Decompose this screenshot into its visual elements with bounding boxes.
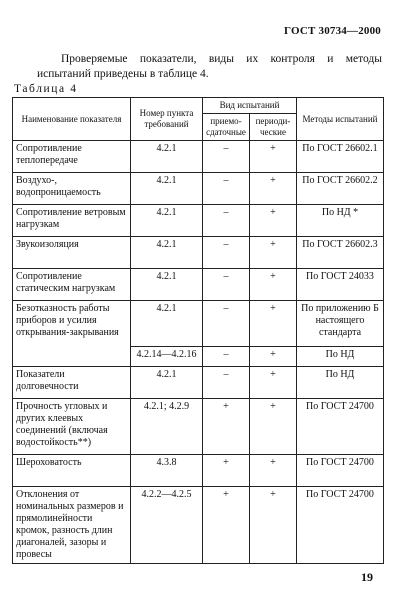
intro-paragraph	[37, 52, 382, 82]
methods-cell: По ГОСТ 24700	[297, 399, 384, 455]
periodic-cell: +	[250, 301, 297, 347]
clause-cell: 4.2.14—4.2.16	[131, 347, 203, 367]
clause-cell: 4.2.1	[131, 173, 203, 205]
indicator-cell: Показатели долговечности	[13, 367, 131, 399]
table-row	[13, 141, 384, 173]
acceptance-cell: –	[203, 237, 250, 269]
periodic-cell: +	[250, 399, 297, 455]
indicator-cell: Отклонения от номинальных размеров и прямолинейности кромок, разность длин диагоналей, зазоры и провесы	[13, 487, 131, 564]
header-periodic: периоди-ческие	[250, 114, 297, 141]
table-row	[13, 237, 384, 269]
page-number: 19	[361, 570, 373, 584]
header-methods: Методы испытаний	[297, 98, 384, 141]
periodic-cell: +	[250, 173, 297, 205]
periodic-cell: +	[250, 269, 297, 301]
acceptance-cell: –	[203, 367, 250, 399]
methods-cell: По ГОСТ 24700	[297, 487, 384, 564]
methods-cell: По ГОСТ 26602.2	[297, 173, 384, 205]
indicator-cell: Звукоизоляция	[13, 237, 131, 269]
periodic-cell: +	[250, 367, 297, 399]
periodic-cell: +	[250, 487, 297, 564]
clause-cell: 4.2.1	[131, 237, 203, 269]
clause-cell: 4.2.1; 4.2.9	[131, 399, 203, 455]
clause-cell: 4.2.1	[131, 301, 203, 347]
table-row	[13, 205, 384, 237]
header-acceptance: приемо-сдаточные	[203, 114, 250, 141]
header-test-type: Вид испытаний	[203, 98, 297, 114]
acceptance-cell: –	[203, 301, 250, 347]
acceptance-cell: +	[203, 399, 250, 455]
methods-cell: По приложению Б настоящего стандарта	[297, 301, 384, 347]
acceptance-cell: –	[203, 269, 250, 301]
acceptance-cell: –	[203, 205, 250, 237]
indicator-cell: Прочность угловых и других клеевых соединений (включая водостойкость**)	[13, 399, 131, 455]
acceptance-cell: +	[203, 487, 250, 564]
periodic-cell: +	[250, 455, 297, 487]
clause-cell: 4.2.1	[131, 269, 203, 301]
methods-cell: По ГОСТ 24700	[297, 455, 384, 487]
inspection-table	[12, 97, 384, 564]
table-row	[13, 487, 384, 564]
table-row	[13, 455, 384, 487]
acceptance-cell: +	[203, 455, 250, 487]
periodic-cell: +	[250, 237, 297, 269]
indicator-cell: Безотказность работы приборов и усилия открывания-закрывания	[13, 301, 131, 367]
periodic-cell: +	[250, 205, 297, 237]
methods-cell: По ГОСТ 26602.3	[297, 237, 384, 269]
methods-cell: По ГОСТ 24033	[297, 269, 384, 301]
intro-text: Проверяемые показатели, виды их контроля и методы испытаний приведены в таблице 4.	[37, 53, 382, 80]
header-indicator: Наименование показателя	[13, 98, 131, 141]
table-row	[13, 173, 384, 205]
clause-cell: 4.2.1	[131, 205, 203, 237]
methods-cell: По НД *	[297, 205, 384, 237]
acceptance-cell: –	[203, 173, 250, 205]
header-clause: Номер пункта требований	[131, 98, 203, 141]
table-row	[13, 367, 384, 399]
clause-cell: 4.3.8	[131, 455, 203, 487]
methods-cell: По НД	[297, 347, 384, 367]
table-row	[13, 269, 384, 301]
table-caption: Таблица 4	[14, 83, 78, 95]
indicator-cell: Шероховатость	[13, 455, 131, 487]
header-row	[13, 98, 384, 114]
periodic-cell: +	[250, 347, 297, 367]
standard-header: ГОСТ 30734—2000	[284, 25, 381, 37]
methods-cell: По НД	[297, 367, 384, 399]
indicator-cell: Сопротивление статическим нагрузкам	[13, 269, 131, 301]
table-row	[13, 301, 384, 347]
clause-cell: 4.2.2—4.2.5	[131, 487, 203, 564]
table-row	[13, 399, 384, 455]
acceptance-cell: –	[203, 347, 250, 367]
methods-cell: По ГОСТ 26602.1	[297, 141, 384, 173]
clause-cell: 4.2.1	[131, 141, 203, 173]
clause-cell: 4.2.1	[131, 367, 203, 399]
acceptance-cell: –	[203, 141, 250, 173]
indicator-cell: Сопротивление ветровым нагрузкам	[13, 205, 131, 237]
indicator-cell: Сопротивление теплопередаче	[13, 141, 131, 173]
periodic-cell: +	[250, 141, 297, 173]
indicator-cell: Воздухо-, водопроницаемость	[13, 173, 131, 205]
